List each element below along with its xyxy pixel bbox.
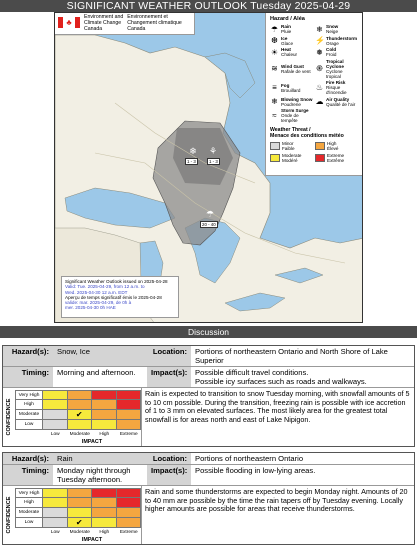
hazard-legend-item: ❄ Snow Neige [316, 24, 339, 34]
snow-icon: ❄ [189, 146, 197, 156]
timing-value: Morning and afternoon. [57, 368, 136, 377]
cold-icon: ❅ [316, 47, 323, 57]
timing-label: Timing: [3, 465, 53, 485]
wind-gust-icon: ≋ [271, 64, 278, 73]
ice-amount-tag: 1 - 3 [209, 159, 218, 164]
hazard-label: Hazard(s): [11, 347, 49, 356]
ice-icon: ❆ [271, 36, 278, 45]
hazard-label: Hazard(s): [11, 454, 49, 463]
hazard-block-snow-ice [2, 345, 415, 447]
risk-matrix: Very High High Moderate ✔ Low Low Moderate High Extreme IMPACT [15, 388, 141, 446]
fog-icon: ≡ [272, 83, 277, 92]
rain-icon: ☂ [270, 24, 279, 34]
canada-flag-icon: ♣ [58, 17, 80, 28]
location-value: Portions of northeastern Ontario [191, 453, 414, 464]
threat-legend-item: Extreme Extrême [315, 153, 358, 163]
discussion-header: Discussion [0, 326, 417, 338]
hazard-legend-item: ≡ Fog Brouillard [270, 80, 313, 95]
storm-surge-icon: ≈ [272, 111, 277, 120]
threat-color-swatch [270, 142, 280, 150]
map-legend [265, 13, 362, 176]
hazard-legend-item: ☂ Rain Pluie [270, 24, 292, 34]
agency-name-en: Environment and Climate Change Canada [84, 14, 124, 32]
timing-label: Timing: [3, 367, 53, 387]
location-value: Portions of northeastern Ontario and North Shore of Lake Superior [191, 346, 414, 366]
rain-amount-tag: 20 - 40 [202, 222, 216, 227]
risk-matrix-check-icon: ✔ [68, 518, 93, 528]
hazard-legend-list [270, 24, 358, 123]
eccc-logo [55, 13, 195, 35]
impacts-value: Possible flooding in low-lying areas. [195, 466, 316, 475]
location-label: Location: [152, 454, 187, 463]
hazard-legend-item: ☀ Heat Chaleur [270, 47, 298, 57]
blowing-snow-icon: ❄ [271, 97, 278, 106]
hazard-legend-item: ֍ Tropical Cyclone Cyclone tropical [316, 58, 344, 79]
confidence-axis-label: CONFIDENCE [6, 398, 12, 436]
location-label: Location: [152, 347, 187, 356]
threat-color-swatch [315, 142, 325, 150]
hazard-legend-item: ❆ Ice Glace [271, 35, 294, 46]
weather-map [54, 12, 363, 323]
hazard-legend-item: ≋ Wind Gust Rafale de vent [271, 63, 311, 74]
risk-matrix: Very High High Moderate Low ✔ Low Moderate High Extreme IMPACT [15, 486, 141, 544]
agency-name-fr: Environnement et Changement climatique Canada [127, 14, 182, 32]
thunderstorm-icon: ⚡ [315, 36, 325, 45]
hazard-block-rain [2, 452, 415, 545]
hazard-legend-item: ☁ Air Quality Qualité de l'air [315, 96, 356, 107]
threat-color-swatch [315, 154, 325, 162]
threat-color-swatch [270, 154, 280, 162]
hazard-legend-item: ❄ Blowing Snow Poudrerie [271, 96, 313, 107]
hazard-legend-item: ❅ Cold Froid [316, 47, 337, 57]
page-title: SIGNIFICANT WEATHER OUTLOOK Tuesday 2025-04-29 [0, 0, 417, 12]
threat-legend-list [270, 141, 358, 163]
tropical-cyclone-icon: ֍ [316, 64, 323, 73]
hazard-legend-item: ♨ Fire Risk Risque d'incendie [315, 80, 347, 95]
heat-icon: ☀ [270, 47, 279, 57]
issued-info: Significant Weather Outlook issued on 2025-04-28 Valid: Tue. 2025-04-29, from 12 a.m. to Wed. 2025-04-30 12 a.m. EDT Aperçu de temps significatif émis le 2025-04-28 valide: mar. 2025-04-29, de 0h à mer. 2025-04-30 0h HAE [61, 276, 179, 318]
hazard-description: Rain is expected to transition to snow Tuesday morning, with snowfall amounts of 5 to 10 cm possible. During the transition, freezing rain is possible with ice accretion of 1 to 3 mm on elevated surfaces. The most likely area for the greatest total snowfall is for areas north and east of Lake Nipigon. [141, 388, 414, 446]
threat-legend-item: Moderate Modéré [270, 153, 313, 163]
fire-risk-icon: ♨ [315, 83, 324, 92]
hazard-legend-item: ≈ Storm Surge Onde de tempête [270, 108, 313, 123]
rain-icon: ☂ [205, 209, 215, 219]
air-quality-icon: ☁ [315, 97, 324, 106]
ice-icon: ⚘ [208, 146, 218, 156]
threat-legend-title: Weather Threat / Menace des conditions météo [270, 127, 344, 139]
snow-amount-tag: 1 - 3 [187, 159, 196, 164]
threat-legend-item: Minor Faible [270, 141, 313, 151]
hazard-legend-title: Hazard / Aléa [270, 16, 305, 22]
risk-matrix-check-icon: ✔ [68, 410, 93, 420]
confidence-axis-label: CONFIDENCE [6, 496, 12, 534]
snow-icon: ❄ [316, 24, 323, 34]
threat-legend-item: High Élevé [315, 141, 358, 151]
timing-value: Monday night through Tuesday afternoon. [57, 466, 131, 484]
hazard-legend-item: ⚡ Thunderstorm Orage [315, 35, 358, 46]
hazard-description: Rain and some thunderstorms are expected to begin Monday night. Amounts of 20 to 40 mm are possible by the time the rain tapers off by Tuesday evening. Locally higher amounts are possible for areas that receive thunderstorms. [141, 486, 414, 544]
hazard-value: Snow, Ice [57, 347, 90, 356]
impacts-label: Impact(s): [147, 465, 191, 485]
impacts-value: Possible difficult travel conditions. Possible icy surfaces such as roads and walkways. [195, 368, 367, 386]
impacts-label: Impact(s): [147, 367, 191, 387]
hazard-value: Rain [57, 454, 73, 463]
